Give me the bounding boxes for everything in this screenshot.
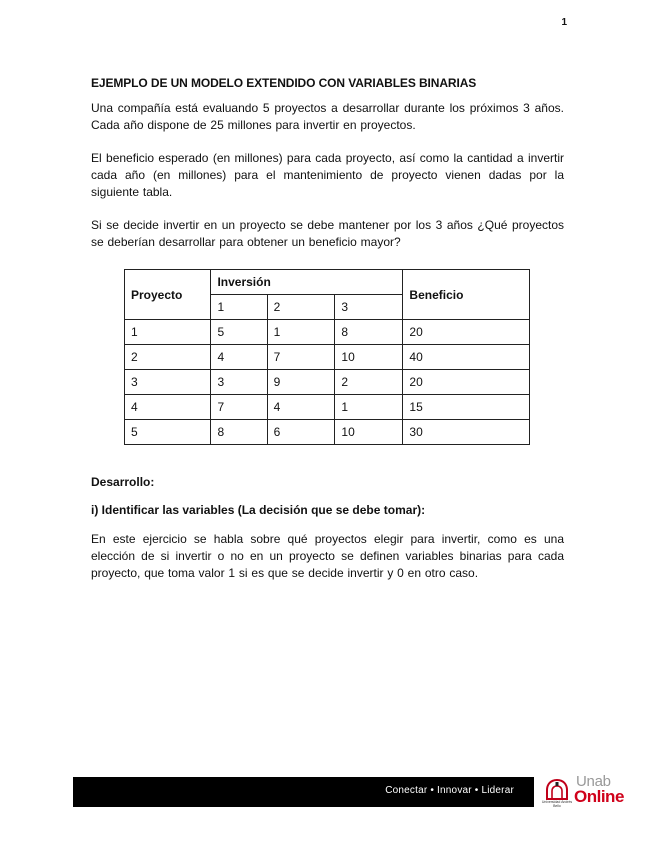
- year-1-header: 1: [211, 295, 267, 320]
- cell-year-3: 10: [335, 420, 403, 445]
- cell-beneficio: 15: [403, 395, 530, 420]
- table-row: [125, 420, 530, 445]
- table-row: [125, 395, 530, 420]
- header-beneficio: Beneficio: [403, 270, 530, 320]
- section-i-text: En este ejercicio se habla sobre qué proyectos elegir para invertir, como es una elección de si invertir o no en un proyecto se definen variables binarias para cada proyecto, que toma valor 1 si es que se decide invertir y 0 en otro caso.: [91, 532, 564, 580]
- cell-year-3: 10: [335, 345, 403, 370]
- cell-proyecto: 3: [125, 370, 211, 395]
- cell-year-2: 1: [267, 320, 335, 345]
- logo-online-text: Online: [574, 787, 624, 806]
- question-paragraph: Si se decide invertir en un proyecto se debe mantener por los 3 años ¿Qué proyectos se deberían desarrollar para obtener un beneficio mayor?: [91, 218, 564, 249]
- year-2-header: 2: [267, 295, 335, 320]
- cell-proyecto: 5: [125, 420, 211, 445]
- cell-beneficio: 30: [403, 420, 530, 445]
- cell-year-2: 4: [267, 395, 335, 420]
- footer-bar: [73, 777, 534, 807]
- section-i-heading: i) Identificar las variables (La decisión que se debe tomar):: [91, 503, 426, 517]
- header-proyecto: Proyecto: [125, 270, 211, 320]
- page-number: 1: [561, 17, 567, 28]
- cell-year-2: 9: [267, 370, 335, 395]
- intro-paragraph: Una compañía está evaluando 5 proyectos a desarrollar durante los próximos 3 años. Cada año dispone de 25 millones para invertir en proyectos.: [91, 101, 564, 132]
- cell-proyecto: 2: [125, 345, 211, 370]
- document-body: [91, 76, 564, 598]
- cell-year-3: 1: [335, 395, 403, 420]
- table-row: [125, 320, 530, 345]
- cell-year-1: 5: [211, 320, 267, 345]
- cell-year-2: 6: [267, 420, 335, 445]
- table-row: [125, 370, 530, 395]
- unab-online-logo: [540, 775, 630, 815]
- header-inversion: Inversión: [211, 270, 403, 295]
- desarrollo-heading: Desarrollo:: [91, 475, 155, 489]
- document-title: EJEMPLO DE UN MODELO EXTENDIDO CON VARIABLES BINARIAS: [91, 76, 477, 90]
- cell-year-1: 4: [211, 345, 267, 370]
- cell-proyecto: 4: [125, 395, 211, 420]
- cell-year-3: 2: [335, 370, 403, 395]
- table-row: [125, 345, 530, 370]
- cell-year-1: 3: [211, 370, 267, 395]
- cell-year-1: 8: [211, 420, 267, 445]
- seal-caption: Universidad Andrés Bello: [541, 800, 573, 808]
- cell-proyecto: 1: [125, 320, 211, 345]
- cell-beneficio: 20: [403, 370, 530, 395]
- logo-unab-text: Unab: [576, 773, 611, 790]
- investment-table: [124, 269, 530, 445]
- cell-beneficio: 20: [403, 320, 530, 345]
- benefit-paragraph: El beneficio esperado (en millones) para cada proyecto, así como la cantidad a invertir cada año (en millones) para el mantenimiento de proyecto vienen dadas por la siguiente tabla.: [91, 151, 564, 199]
- cell-year-3: 8: [335, 320, 403, 345]
- cell-beneficio: 40: [403, 345, 530, 370]
- cell-year-2: 7: [267, 345, 335, 370]
- footer-slogan: Conectar • Innovar • Liderar: [385, 785, 514, 796]
- cell-year-1: 7: [211, 395, 267, 420]
- year-3-header: 3: [335, 295, 403, 320]
